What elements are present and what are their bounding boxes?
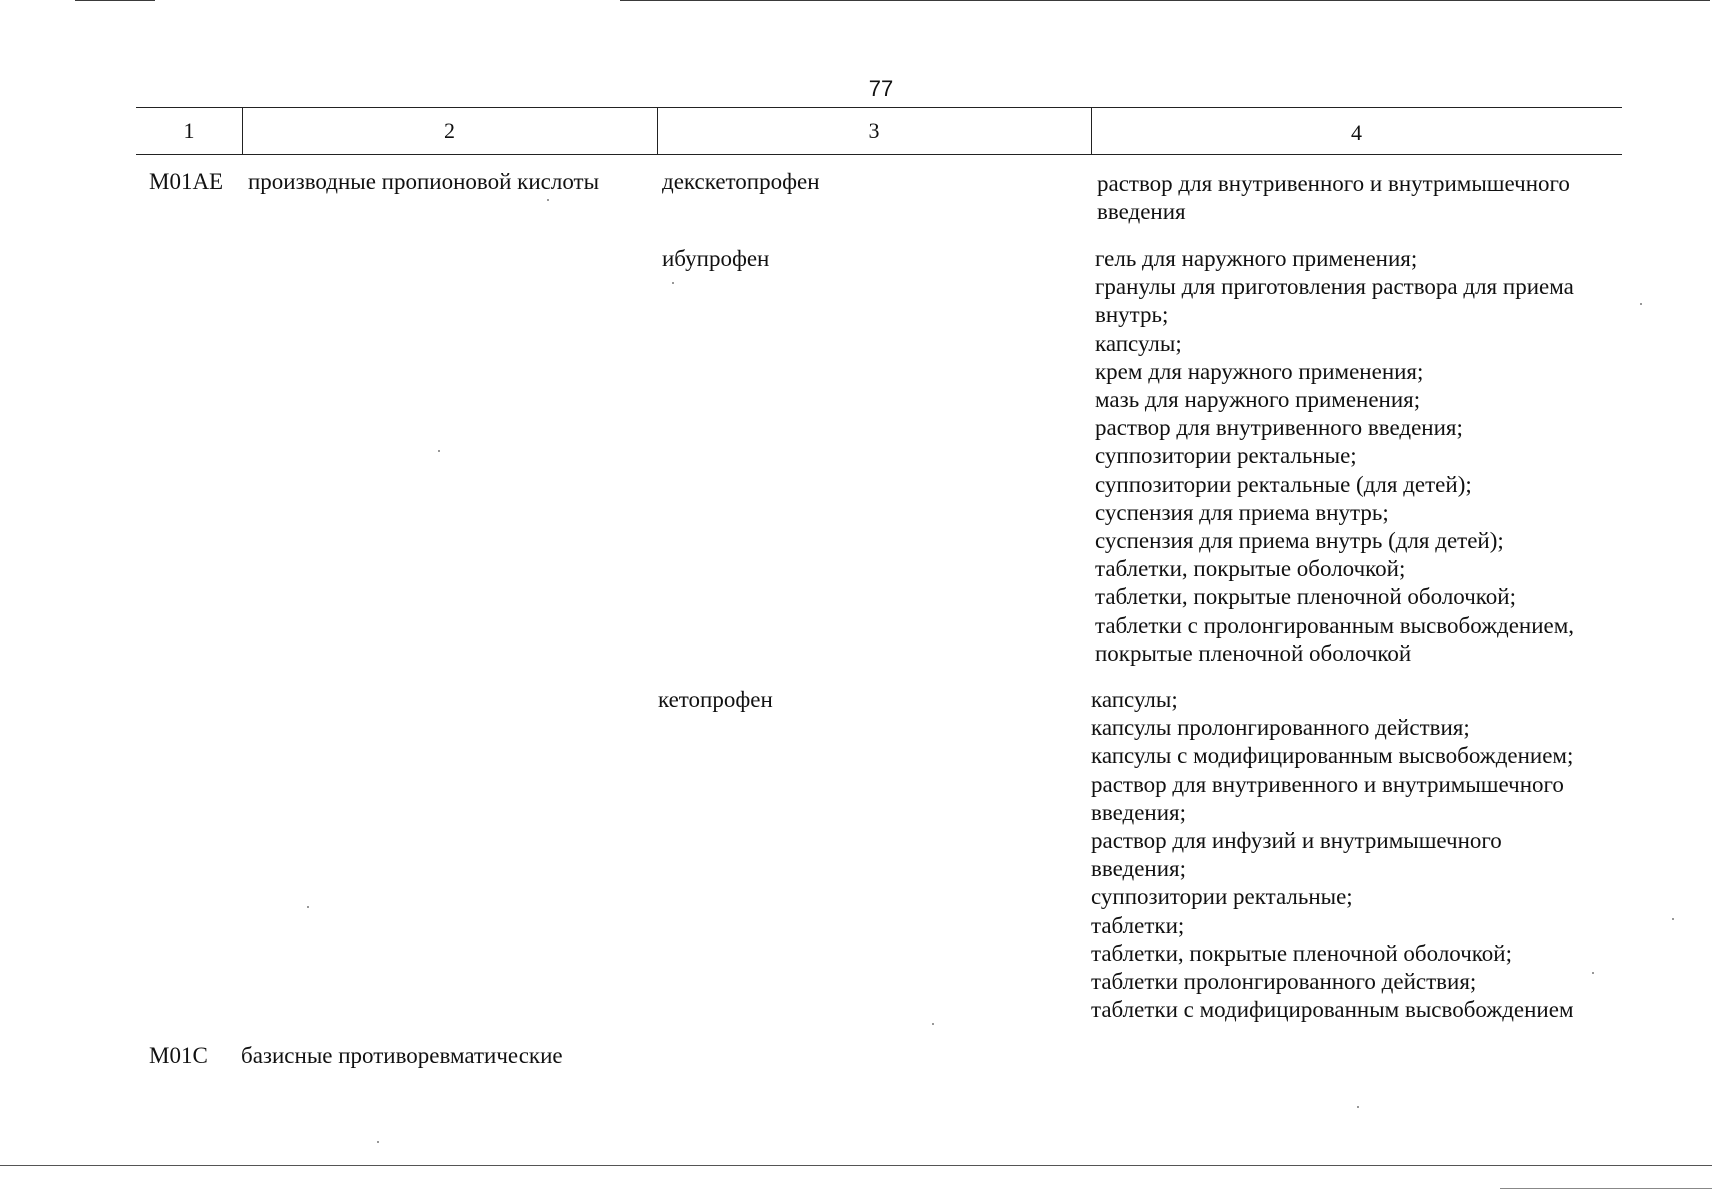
- dosage-form: внутрь;: [1095, 302, 1169, 328]
- dosage-form: раствор для внутривенного введения;: [1095, 415, 1463, 441]
- dosage-form: капсулы;: [1091, 687, 1178, 712]
- dosage-form: капсулы с модифицированным высвобождением;: [1091, 743, 1574, 769]
- column-header-3: 3: [868, 118, 880, 143]
- scan-speck: [547, 199, 549, 201]
- dosage-form: покрытые пленочной оболочкой: [1095, 640, 1412, 666]
- scan-speck: [1592, 972, 1594, 974]
- dosage-forms-list: [1091, 686, 1621, 1024]
- dosage-forms-list: [1095, 245, 1625, 668]
- atc-code: M01AE: [149, 169, 224, 194]
- dosage-form: мазь для наружного применения;: [1095, 387, 1421, 413]
- scan-speck: [307, 906, 309, 908]
- dosage-form: гранулы для приготовления раствора для приема: [1095, 274, 1574, 300]
- dosage-form: гель для наружного применения;: [1095, 246, 1418, 271]
- scan-edge-bottom: [1500, 1188, 1712, 1189]
- dosage-form: таблетки с пролонгированным высвобождением,: [1095, 612, 1575, 638]
- dosage-form: таблетки пролонгированного действия;: [1091, 969, 1477, 995]
- atc-code: M01C: [149, 1043, 208, 1068]
- scan-speck: [932, 1023, 934, 1025]
- dosage-form: таблетки, покрытые оболочкой;: [1095, 556, 1406, 582]
- dosage-form: крем для наружного применения;: [1095, 358, 1424, 384]
- dosage-form: раствор для внутривенного и внутримышечного: [1097, 171, 1570, 196]
- dosage-form: таблетки, покрытые пленочной оболочкой;: [1091, 940, 1512, 966]
- scan-edge-top: [620, 0, 1710, 1]
- dosage-form: введения;: [1091, 856, 1186, 882]
- scan-speck: [377, 1141, 379, 1143]
- dosage-forms-list: [1097, 170, 1627, 226]
- dosage-form: таблетки;: [1091, 912, 1185, 938]
- scan-speck: [1357, 1106, 1359, 1108]
- dosage-form: таблетки, покрытые пленочной оболочкой;: [1095, 584, 1516, 610]
- drug-name: кетопрофен: [658, 687, 773, 712]
- scan-edge-bottom: [0, 1165, 1712, 1166]
- dosage-form: капсулы пролонгированного действия;: [1091, 715, 1470, 741]
- scan-speck: [672, 282, 674, 284]
- table-header-bottom-rule: [136, 154, 1622, 155]
- dosage-form: суспензия для приема внутрь;: [1095, 499, 1389, 525]
- scan-edge-top: [75, 0, 155, 1]
- dosage-form: введения: [1097, 199, 1186, 225]
- scan-speck: [1640, 303, 1642, 305]
- dosage-form: суспензия для приема внутрь (для детей);: [1095, 528, 1504, 554]
- dosage-form: суппозитории ректальные;: [1091, 884, 1353, 910]
- scan-speck: [438, 450, 440, 452]
- drug-name: ибупрофен: [662, 246, 770, 271]
- dosage-form: раствор для внутривенного и внутримышечного: [1091, 771, 1564, 797]
- drug-name: декскетопрофен: [662, 169, 820, 194]
- table-header-top-rule: [136, 107, 1622, 108]
- dosage-form: суппозитории ректальные;: [1095, 443, 1357, 469]
- column-header-4: 4: [1351, 120, 1362, 145]
- dosage-form: таблетки с модифицированным высвобождением: [1091, 997, 1574, 1023]
- atc-group-name: производные пропионовой кислоты: [248, 169, 600, 194]
- dosage-form: введения;: [1091, 799, 1186, 825]
- dosage-form: раствор для инфузий и внутримышечного: [1091, 828, 1502, 854]
- atc-group-name: базисные противоревматические: [241, 1043, 563, 1068]
- dosage-form: капсулы;: [1095, 330, 1182, 356]
- column-header-2: 2: [444, 118, 455, 143]
- page-number: 77: [868, 76, 894, 101]
- dosage-form: суппозитории ректальные (для детей);: [1095, 471, 1472, 497]
- scan-speck: [1672, 918, 1674, 920]
- column-header-1: 1: [183, 118, 195, 143]
